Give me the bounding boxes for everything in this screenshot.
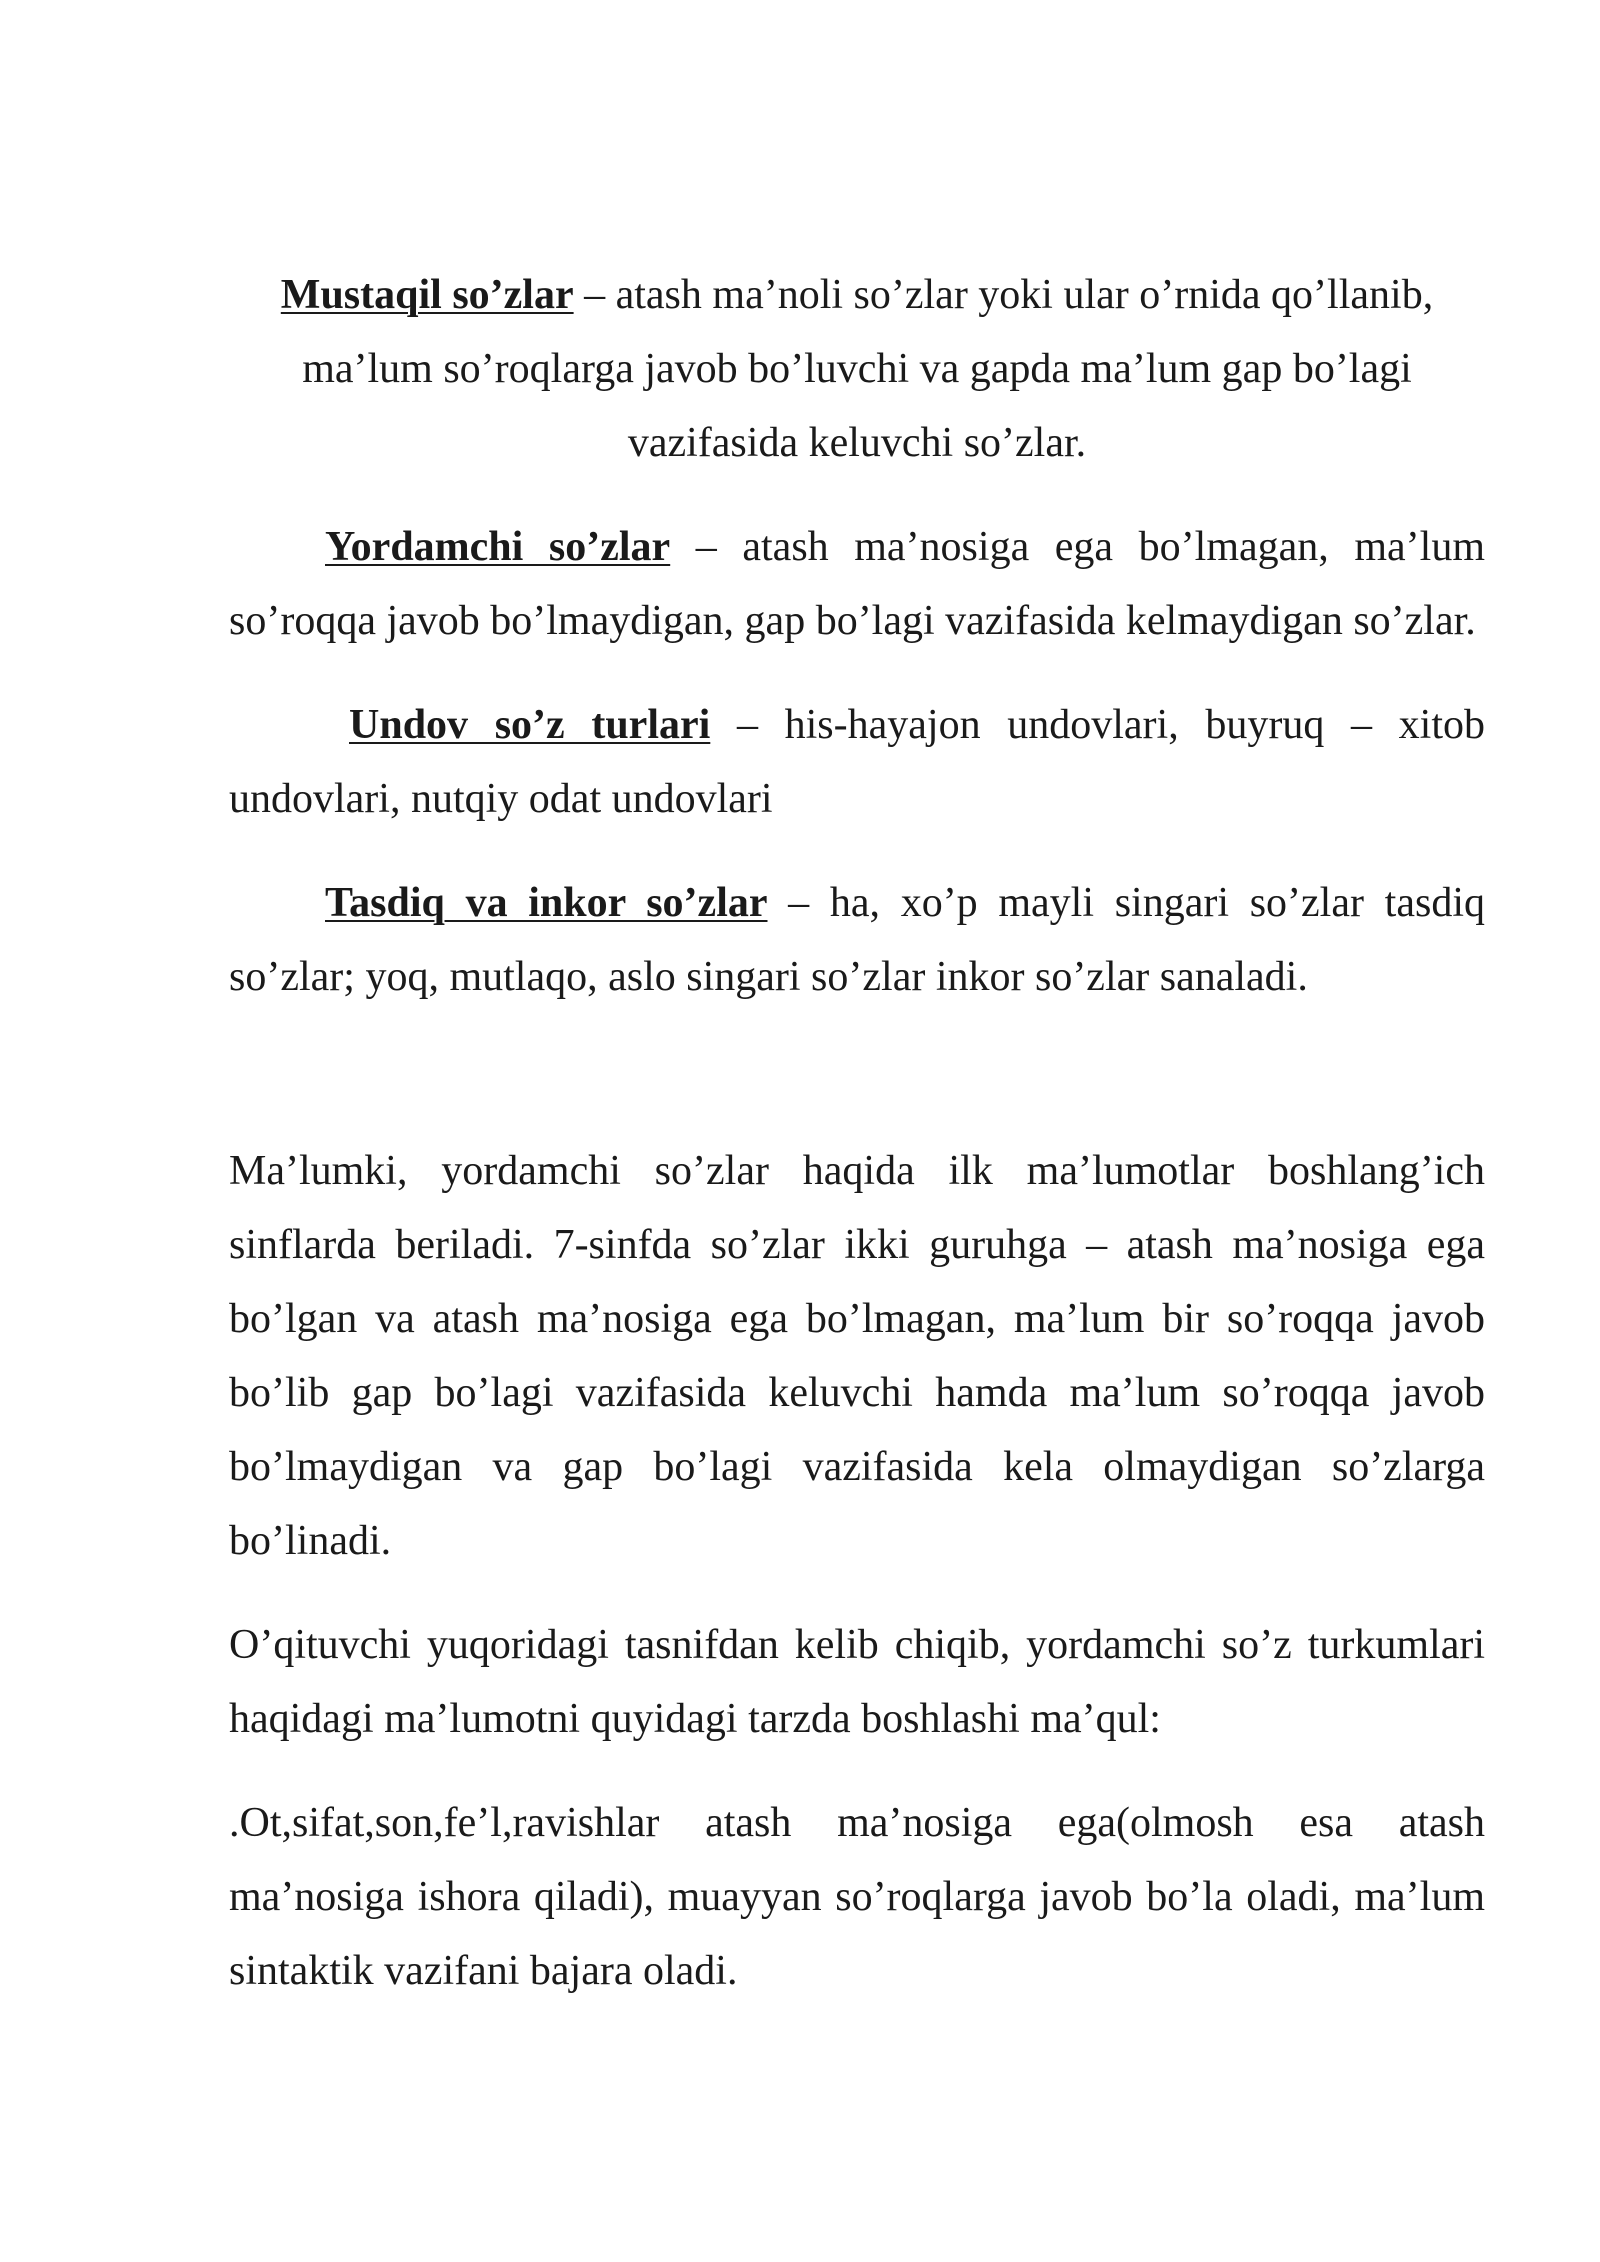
- definition-undov: [229, 688, 1485, 836]
- term-mustaqil: Mustaqil so’zlar: [280, 272, 574, 318]
- definition-mustaqil: [229, 258, 1485, 480]
- definition-tasdiq-text: – ha, xo’p mayli singari so’zlar tasdiq so’zlar; yoq, mutlaqo, aslo singari so’zlar inkor so’zlar sanaladi.: [229, 880, 1485, 1000]
- definition-yordamchi: [229, 510, 1485, 658]
- document-body: [229, 258, 1485, 2008]
- term-tasdiq: Tasdiq va inkor so’zlar: [325, 880, 768, 926]
- definition-tasdiq: [229, 866, 1485, 1014]
- body-paragraph-3: .Ot,sifat,son,fe’l,ravishlar atash ma’nosiga ega(olmosh esa atash ma’nosiga ishora qiladi), muayyan so’roqlarga javob bo’la oladi, ma’lum sintaktik vazifani bajara oladi.: [229, 1800, 1485, 1994]
- definition-undov-text: – his-hayajon undovlari, buyruq – xitob undovlari, nutqiy odat undovlari: [229, 702, 1485, 822]
- definition-mustaqil-text: – atash ma’noli so’zlar yoki ular o’rnida qo’llanib, ma’lum so’roqlarga javob bo’luvchi va gapda ma’lum gap bo’lagi vazifasida keluvchi so’zlar.: [302, 272, 1434, 466]
- body-paragraph-2: O’qituvchi yuqoridagi tasnifdan kelib chiqib, yordamchi so’z turkumlari haqidagi ma’lumotni quyidagi tarzda boshlashi ma’qul:: [229, 1622, 1485, 1742]
- definition-yordamchi-text: – atash ma’nosiga ega bo’lmagan, ma’lum so’roqqa javob bo’lmaydigan, gap bo’lagi vazifasida kelmaydigan so’zlar.: [229, 524, 1485, 644]
- body-paragraph-1: Ma’lumki, yordamchi so’zlar haqida ilk ma’lumotlar boshlang’ich sinflarda beriladi. 7-sinfda so’zlar ikki guruhga – atash ma’nosiga ega bo’lgan va atash ma’nosiga ega bo’lmagan, ma’lum bir so’roqqa javob bo’lib gap bo’lagi vazifasida keluvchi hamda ma’lum so’roqqa javob bo’lmaydigan va gap bo’lagi vazifasida kela olmaydigan so’zlarga bo’linadi.: [229, 1148, 1485, 1564]
- term-undov: Undov so’z turlari: [349, 702, 711, 748]
- term-yordamchi: Yordamchi so’zlar: [325, 524, 671, 570]
